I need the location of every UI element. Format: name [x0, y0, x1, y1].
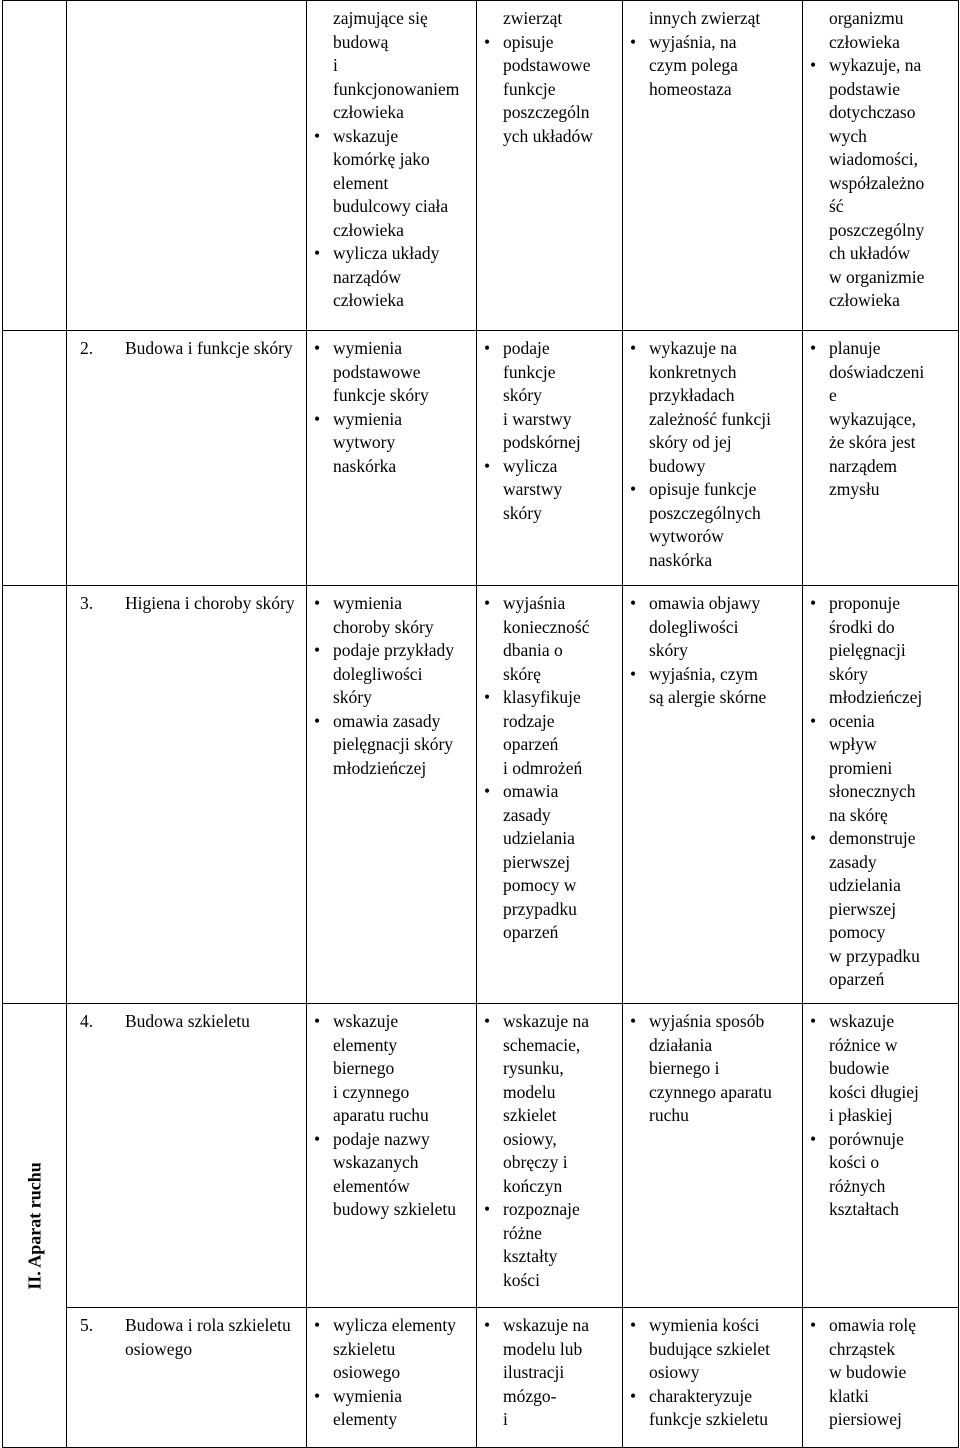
requirements-cell	[803, 331, 959, 586]
requirements-list	[483, 7, 616, 148]
requirement-line: wylicza układy	[333, 243, 440, 263]
topic-cell	[67, 1004, 307, 1308]
requirement-item	[503, 1010, 616, 1198]
requirement-line: i	[503, 1409, 508, 1429]
table-row	[3, 1, 959, 331]
requirement-line: osiowy,	[503, 1128, 557, 1149]
topic-number: 3.	[80, 593, 94, 613]
requirement-line: kształty	[503, 1246, 558, 1266]
requirement-line: osiowego	[333, 1362, 401, 1382]
requirements-list	[809, 1314, 952, 1432]
requirement-line: zmysłu	[829, 479, 880, 499]
topic-number: 4.	[80, 1011, 94, 1031]
requirement-line: omawia	[503, 781, 559, 801]
requirements-list	[809, 592, 952, 992]
requirement-item	[829, 337, 952, 502]
section-cell-empty	[3, 586, 67, 1004]
requirement-line: piersiowej	[829, 1409, 902, 1429]
requirement-line: wych	[829, 125, 867, 146]
requirement-line: działania	[649, 1034, 713, 1055]
requirement-line: wyjaśnia	[503, 593, 566, 613]
requirement-line: opisuje funkcje	[649, 479, 757, 499]
requirement-line: promieni	[829, 757, 893, 778]
requirement-item	[649, 478, 796, 572]
requirement-line: wskazuje	[829, 1011, 895, 1031]
section-cell-empty	[3, 1, 67, 331]
requirement-item	[829, 1010, 952, 1128]
requirements-list	[809, 337, 952, 502]
section-label: II. Aparat ruchu	[23, 1161, 44, 1290]
requirement-line: ść	[829, 196, 844, 216]
requirement-line: słonecznych	[829, 781, 916, 801]
requirement-line: konkretnych	[649, 361, 737, 382]
requirements-list	[629, 337, 796, 572]
requirement-line: podstawowe	[333, 361, 421, 382]
requirement-line: wyjaśnia, czym	[649, 663, 758, 684]
requirement-line: podskórnej	[503, 432, 581, 452]
requirement-item	[503, 455, 616, 526]
requirements-cell	[307, 1308, 477, 1448]
requirements-list	[629, 592, 796, 710]
requirement-item	[649, 7, 796, 31]
requirement-line: konieczność	[503, 616, 590, 637]
requirement-line: budową	[333, 31, 389, 52]
requirements-cell	[307, 1004, 477, 1308]
requirement-line: w organizmie	[829, 266, 925, 287]
requirements-cell	[307, 586, 477, 1004]
requirement-line: czynnego aparatu	[649, 1081, 772, 1102]
requirement-line: komórkę jako	[333, 149, 430, 169]
requirement-line: biernego i	[649, 1058, 720, 1078]
requirement-line: warstwy	[503, 479, 563, 499]
requirement-line: pierwszej	[503, 851, 571, 872]
requirement-line: proponuje	[829, 593, 900, 613]
requirement-line: budowy szkieletu	[333, 1199, 456, 1219]
requirement-line: człowieka	[333, 219, 404, 240]
requirement-line: porównuje	[829, 1128, 904, 1149]
requirement-line: wymienia	[333, 593, 403, 613]
requirement-line: podstawowe	[503, 55, 591, 75]
requirement-line: różne	[503, 1222, 542, 1243]
requirements-cell	[803, 586, 959, 1004]
requirement-item	[829, 7, 952, 54]
requirement-item	[829, 710, 952, 828]
requirement-item	[503, 592, 616, 686]
requirement-line: elementy	[333, 1034, 398, 1055]
requirement-line: środki do	[829, 616, 895, 637]
requirements-cell	[803, 1004, 959, 1308]
requirement-line: budujące szkielet	[649, 1338, 770, 1359]
requirement-line: skóry	[829, 663, 868, 684]
requirement-item	[333, 408, 470, 479]
requirement-line: skóry	[649, 640, 688, 660]
requirement-line: człowieka	[333, 102, 404, 122]
requirement-line: ilustracji	[503, 1362, 565, 1382]
requirement-line: modelu lub	[503, 1338, 583, 1359]
requirement-line: wymienia	[333, 1385, 403, 1406]
requirement-line: kształtach	[829, 1199, 899, 1219]
requirements-cell	[477, 586, 623, 1004]
table-row	[3, 1004, 959, 1308]
requirement-line: i	[333, 55, 338, 75]
requirement-line: zasady	[829, 851, 877, 872]
topic-cell	[67, 1308, 307, 1448]
requirement-line: ocenia	[829, 710, 875, 731]
requirements-list	[483, 1314, 616, 1432]
requirement-item	[503, 686, 616, 780]
requirement-line: ch układów	[829, 243, 911, 263]
requirements-list	[809, 1010, 952, 1222]
requirement-line: wskazuje na	[503, 1011, 590, 1031]
requirement-item	[649, 1385, 796, 1432]
requirements-list	[313, 592, 470, 780]
requirement-line: udzielania	[829, 875, 901, 895]
requirement-line: elementów	[333, 1175, 410, 1196]
requirement-line: szkieletu	[333, 1338, 396, 1359]
requirement-line: człowieka	[829, 290, 900, 310]
requirement-line: mózgo-	[503, 1385, 557, 1406]
requirement-line: doświadczeni	[829, 361, 925, 382]
requirements-cell	[623, 586, 803, 1004]
requirement-line: poszczególnych	[649, 502, 761, 523]
requirement-line: oparzeń	[503, 922, 559, 942]
requirement-line: funkcjonowaniem	[333, 78, 460, 99]
requirements-list	[483, 337, 616, 525]
requirement-item	[333, 1385, 470, 1432]
topic-cell	[67, 586, 307, 1004]
requirement-line: klatki	[829, 1385, 869, 1406]
requirements-list	[809, 7, 952, 313]
requirement-line: budulcowy ciała	[333, 196, 449, 216]
requirement-line: organizmu	[829, 8, 904, 28]
requirement-line: dolegliwości	[649, 616, 739, 637]
requirement-line: różnice w	[829, 1034, 898, 1055]
requirement-item	[829, 592, 952, 710]
requirement-item	[649, 663, 796, 710]
requirements-list	[313, 1010, 470, 1222]
requirement-item	[503, 780, 616, 945]
requirement-item	[829, 1314, 952, 1432]
requirement-line: wskazuje	[333, 125, 399, 146]
requirement-item	[333, 125, 470, 243]
requirements-cell	[623, 1308, 803, 1448]
requirement-line: dolegliwości	[333, 663, 423, 684]
requirement-line: aparatu ruchu	[333, 1105, 429, 1125]
topic-cell	[67, 1, 307, 331]
topic	[73, 1010, 300, 1034]
requirement-line: zwierząt	[503, 8, 563, 28]
requirement-line: podaje nazwy	[333, 1128, 430, 1149]
table-row	[3, 1308, 959, 1448]
requirement-line: funkcje	[503, 78, 556, 99]
requirement-item	[333, 639, 470, 710]
requirement-line: czym polega	[649, 55, 738, 75]
section-cell-empty	[3, 331, 67, 586]
requirement-line: że skóra jest	[829, 432, 916, 452]
requirement-line: dbania o	[503, 640, 563, 660]
requirement-line: szkielet	[503, 1105, 557, 1125]
requirement-line: na skórę	[829, 804, 888, 825]
requirement-line: klasyfikuje	[503, 687, 581, 707]
requirement-item	[649, 1010, 796, 1128]
requirement-line: i płaskiej	[829, 1105, 893, 1125]
requirements-list	[629, 1010, 796, 1128]
topic-title: Budowa szkieletu	[125, 1011, 250, 1031]
requirements-cell	[623, 331, 803, 586]
requirement-line: wykazuje, na	[829, 55, 922, 75]
requirement-line: wylicza	[503, 455, 558, 476]
requirement-item	[649, 31, 796, 102]
requirement-line: wytwory	[333, 432, 396, 452]
requirement-line: wskazuje na	[503, 1315, 590, 1335]
requirement-line: rodzaje	[503, 710, 555, 731]
requirement-line: udzielania	[503, 828, 575, 848]
requirement-line: zajmujące się	[333, 8, 428, 28]
requirement-item	[333, 242, 470, 313]
requirement-line: skóry od jej	[649, 432, 732, 452]
requirement-line: opisuje	[503, 31, 554, 52]
requirement-item	[333, 7, 470, 125]
requirements-list	[313, 1314, 470, 1432]
requirement-line: i warstwy	[503, 408, 572, 429]
requirement-line: element	[333, 172, 389, 193]
requirement-line: wymienia	[333, 338, 403, 358]
requirements-cell	[477, 1, 623, 331]
requirement-line: obręczy i	[503, 1152, 568, 1172]
requirement-line: człowieka	[829, 31, 900, 52]
requirement-line: młodzieńczej	[829, 687, 923, 707]
requirement-item	[333, 592, 470, 639]
requirements-cell	[477, 331, 623, 586]
requirement-line: pomocy	[829, 922, 886, 942]
requirement-item	[503, 31, 616, 149]
curriculum-table	[2, 0, 959, 1448]
requirement-line: wykazujące,	[829, 408, 916, 429]
requirement-line: w budowie	[829, 1362, 907, 1382]
requirement-item	[829, 54, 952, 313]
requirement-line: kości	[503, 1269, 540, 1290]
requirement-line: biernego	[333, 1058, 395, 1078]
requirement-line: wskazuje	[333, 1011, 399, 1031]
requirement-line: ych układów	[503, 125, 593, 146]
requirement-line: młodzieńczej	[333, 757, 427, 778]
topic-number: 5.	[80, 1315, 94, 1335]
requirement-line: skóry	[333, 687, 372, 707]
requirement-line: chrząstek	[829, 1338, 896, 1359]
requirement-line: wytworów	[649, 526, 724, 546]
requirements-list	[313, 7, 470, 313]
requirement-line: oparzeń	[829, 969, 885, 989]
requirement-item	[333, 1128, 470, 1222]
requirement-line: i odmrożeń	[503, 757, 583, 778]
requirement-line: modelu	[503, 1081, 556, 1102]
requirements-list	[483, 1010, 616, 1292]
requirement-item	[333, 337, 470, 408]
requirement-line: funkcje skóry	[333, 385, 429, 405]
requirement-line: elementy	[333, 1409, 398, 1429]
requirement-line: oparzeń	[503, 734, 559, 754]
requirement-line: naskórka	[649, 549, 713, 570]
requirement-line: demonstruje	[829, 828, 916, 848]
requirement-line: pielęgnacji skóry	[333, 734, 454, 754]
requirement-line: pielęgnacji	[829, 640, 906, 660]
requirement-item	[503, 7, 616, 31]
requirements-list	[629, 1314, 796, 1432]
topic-title: Higiena i choroby skóry	[125, 593, 295, 613]
requirement-line: przykładach	[649, 385, 735, 405]
requirement-line: wpływ	[829, 734, 877, 754]
requirement-line: kości o	[829, 1152, 880, 1172]
requirement-line: dotychczaso	[829, 102, 916, 122]
requirement-item	[503, 1314, 616, 1432]
requirement-line: budowy	[649, 455, 706, 476]
requirements-list	[313, 337, 470, 478]
requirement-line: rozpoznaje	[503, 1199, 580, 1219]
requirement-line: zasady	[503, 804, 551, 825]
requirement-line: przypadku	[503, 898, 577, 919]
requirement-line: omawia rolę	[829, 1315, 916, 1335]
requirements-cell	[803, 1, 959, 331]
requirement-item	[649, 592, 796, 663]
requirements-cell	[803, 1308, 959, 1448]
requirement-line: w przypadku	[829, 945, 920, 966]
requirement-item	[333, 1314, 470, 1385]
requirement-line: wyjaśnia sposób	[649, 1011, 765, 1031]
requirement-line: podaje przykłady	[333, 640, 454, 660]
requirement-item	[503, 1198, 616, 1292]
requirement-line: funkcje	[503, 361, 556, 382]
requirement-line: choroby skóry	[333, 616, 434, 637]
topic-cell	[67, 331, 307, 586]
requirement-line: homeostaza	[649, 78, 732, 99]
requirement-line: wyjaśnia, na	[649, 31, 737, 52]
requirement-line: funkcje szkieletu	[649, 1409, 769, 1429]
requirements-cell	[623, 1, 803, 331]
requirement-line: osiowy	[649, 1362, 700, 1382]
requirements-cell	[477, 1308, 623, 1448]
requirement-line: naskórka	[333, 455, 397, 476]
requirement-item	[333, 710, 470, 781]
requirements-cell	[307, 331, 477, 586]
requirement-item	[503, 337, 616, 455]
requirement-item	[333, 1010, 470, 1128]
topic	[73, 592, 300, 616]
requirement-line: charakteryzuje	[649, 1385, 752, 1406]
requirement-item	[829, 1128, 952, 1222]
requirements-cell	[477, 1004, 623, 1308]
requirement-line: ruchu	[649, 1105, 689, 1125]
requirements-cell	[307, 1, 477, 331]
requirement-line: i czynnego	[333, 1081, 410, 1102]
requirement-line: pierwszej	[829, 898, 897, 919]
requirement-line: poszczególn	[503, 102, 590, 122]
requirement-line: pomocy w	[503, 875, 577, 895]
requirement-line: zależność funkcji	[649, 408, 771, 429]
requirement-line: schemacie,	[503, 1034, 581, 1055]
requirement-line: skórę	[503, 663, 541, 684]
section-label-cell	[3, 1004, 67, 1448]
requirement-line: budowie	[829, 1058, 890, 1078]
requirement-line: kończyn	[503, 1175, 563, 1196]
requirement-line: wiadomości,	[829, 149, 918, 169]
requirement-line: narządów	[333, 266, 402, 287]
requirement-line: omawia zasady	[333, 710, 441, 731]
requirement-line: wskazanych	[333, 1152, 419, 1172]
requirement-line: człowieka	[333, 290, 404, 310]
requirement-line: omawia objawy	[649, 593, 761, 613]
requirement-line: podaje	[503, 338, 550, 358]
requirement-line: wylicza elementy	[333, 1315, 456, 1335]
topic	[73, 337, 300, 361]
requirements-list	[629, 7, 796, 101]
requirement-line: współzależno	[829, 172, 925, 193]
requirement-line: wykazuje na	[649, 338, 737, 358]
requirement-item	[829, 827, 952, 992]
requirement-item	[649, 337, 796, 478]
requirement-line: kości długiej	[829, 1081, 919, 1102]
requirement-line: wymienia kości	[649, 1315, 760, 1335]
requirement-line: poszczególny	[829, 219, 925, 240]
requirements-list	[483, 592, 616, 945]
topic	[73, 1314, 300, 1361]
requirement-line: rysunku,	[503, 1058, 564, 1078]
requirement-line: skóry	[503, 502, 542, 523]
requirement-line: różnych	[829, 1175, 886, 1196]
table-row	[3, 586, 959, 1004]
requirement-line: innych zwierząt	[649, 8, 761, 28]
table-row	[3, 331, 959, 586]
requirements-cell	[623, 1004, 803, 1308]
topic-title: Budowa i funkcje skóry	[125, 338, 293, 358]
requirement-line: planuje	[829, 338, 881, 358]
topic-number: 2.	[80, 338, 94, 358]
requirement-line: podstawie	[829, 78, 900, 99]
requirement-line: wymienia	[333, 408, 403, 429]
requirement-line: są alergie skórne	[649, 687, 767, 707]
topic-title: Budowa i rola szkieletu osiowego	[125, 1315, 291, 1359]
requirement-line: skóry	[503, 385, 542, 405]
requirement-line: narządem	[829, 455, 898, 476]
requirement-item	[649, 1314, 796, 1385]
requirement-line: e	[829, 385, 837, 405]
